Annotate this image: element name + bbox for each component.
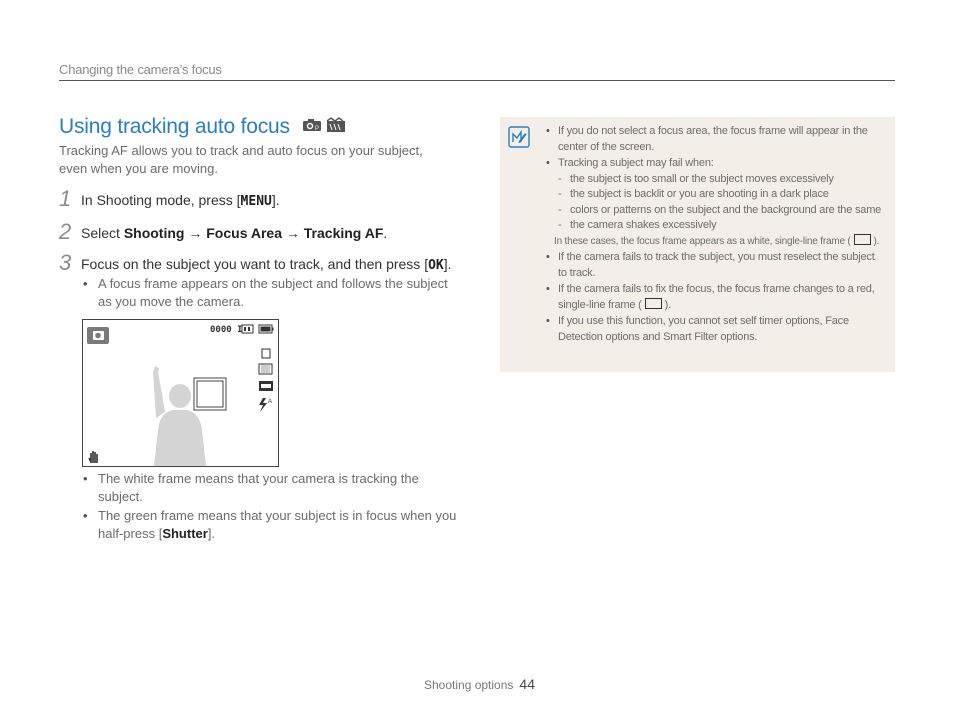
cases-text: In these cases, the focus frame appears as a white, single-line frame ( ).: [554, 235, 880, 247]
red-frame-icon: [645, 298, 662, 309]
shot-counter: 0000 I: [210, 325, 243, 335]
step-text: Focus on the subject you want to track, and then press [OK].: [81, 256, 452, 273]
note-icon: [508, 126, 530, 153]
list-item: • If the camera fails to fix the focus, the focus frame changes to a red, single-line frame ( ).: [540, 282, 885, 313]
page-header: Changing the camera’s focus: [59, 62, 222, 77]
menu-button-key: MENU: [240, 194, 272, 209]
list-item: • A focus frame appears on the subject and follows the subject as you move the camera.: [82, 275, 457, 311]
sub-list-item: - the subject is backlit or you are shooting in a dark place: [558, 187, 885, 203]
sub-list: [558, 172, 885, 234]
page-title: Using tracking auto focus: [59, 115, 290, 138]
list-item: • If you do not select a focus area, the focus frame will appear in the center of the screen.: [540, 124, 885, 155]
list-item: • Tracking a subject may fail when: - the subject is too small or the subject moves excessively - the subject is backlit or you are shooting in a dark place - colors or patterns on the subject and the background are the same - the camera shakes excessively In these cases, the focus frame appears as a white, single-line frame ( ).: [540, 156, 885, 249]
page-number: 44: [519, 676, 535, 692]
shutter-key: Shutter: [162, 526, 208, 541]
step-number: 2: [59, 219, 72, 244]
step-number: 3: [59, 250, 72, 275]
sub-list-item: - colors or patterns on the subject and the background are the same: [558, 203, 885, 219]
step3-bullets: [82, 275, 457, 312]
white-frame-icon: [854, 234, 871, 245]
step-text: Select Shooting → Focus Area → Tracking AF.: [81, 225, 388, 241]
step-number: 1: [59, 186, 72, 211]
title-row: [59, 114, 346, 140]
sub-list-item: - the subject is too small or the subject moves excessively: [558, 172, 885, 188]
svg-text:A: A: [268, 399, 273, 405]
list-item: • If the camera fails to track the subject, you must reselect the subject to track.: [540, 250, 885, 281]
note-box: [500, 117, 895, 372]
svg-text:P: P: [314, 125, 319, 132]
footer-label: Shooting options: [424, 678, 514, 692]
sub-list-item: - the camera shakes excessively: [558, 218, 885, 234]
list-item: • The green frame means that your subject is in focus when you half-press [Shutter].: [82, 507, 457, 543]
movie-mode-icon: [326, 117, 346, 138]
step-text: In Shooting mode, press [MENU].: [81, 192, 280, 209]
page-footer: [424, 676, 535, 692]
intro-text: Tracking AF allows you to track and auto focus on your subject, even when you are moving.: [59, 143, 423, 176]
list-item: • The white frame means that your camera is tracking the subject.: [82, 470, 457, 506]
camera-mode-icon: [302, 118, 322, 137]
list-item: • If you use this function, you cannot set self timer options, Face Detection options and Smart Filter options.: [540, 314, 885, 345]
camera-screen-illustration: [82, 319, 279, 467]
note-list: [540, 124, 885, 346]
header-rule: [59, 80, 895, 81]
result-bullets: [82, 470, 457, 544]
ok-button-key: OK: [428, 258, 444, 273]
